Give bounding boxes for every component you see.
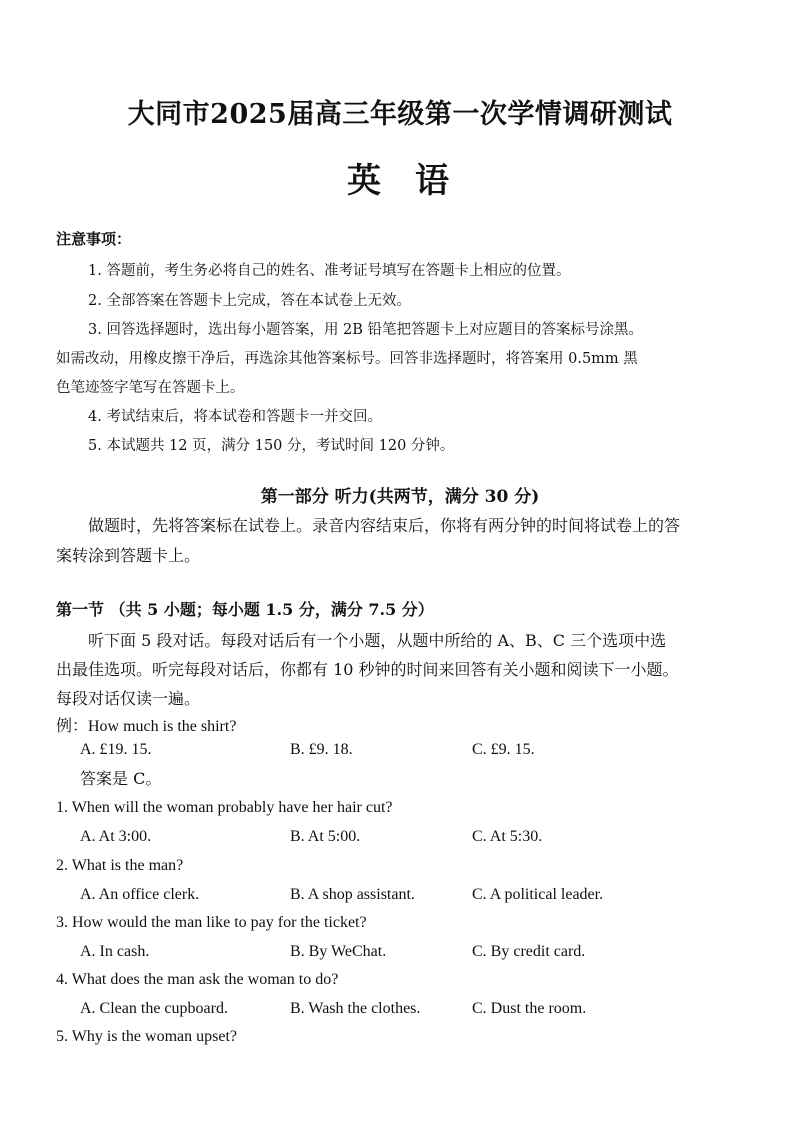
example-question: 例：How much is the shirt? bbox=[56, 718, 237, 735]
question-1-option-a: A. At 3:00. bbox=[80, 828, 152, 845]
question-5: 5. Why is the woman upset? bbox=[56, 1028, 238, 1045]
exam-title: 大同市2025届高三年级第一次学情调研测试 bbox=[127, 99, 673, 130]
question-3-option-b: B. By WeChat. bbox=[290, 943, 387, 960]
note-item: 3. 回答选择题时，选出每小题答案，用 2B 铅笔把答题卡上对应题目的答案标号涂黑。 bbox=[88, 322, 644, 338]
question-4-option-a: A. Clean the cupboard. bbox=[80, 1000, 228, 1017]
section1-heading: 第一节 （共 5 小题；每小题 1.5 分，满分 7.5 分） bbox=[56, 600, 434, 619]
notes-heading: 注意事项： bbox=[56, 230, 132, 248]
part1-intro: 案转涂到答题卡上。 bbox=[56, 546, 201, 565]
question-3: 3. How would the man like to pay for the ticket? bbox=[56, 914, 367, 931]
note-item: 5. 本试题共 12 页，满分 150 分，考试时间 120 分钟。 bbox=[88, 438, 455, 454]
question-3-option-a: A. In cash. bbox=[80, 943, 150, 960]
example-option-a: A. £19. 15. bbox=[80, 741, 152, 758]
question-2: 2. What is the man? bbox=[56, 857, 184, 874]
section1-intro: 每段对话仅读一遍。 bbox=[56, 689, 201, 708]
question-4-option-c: C. Dust the room. bbox=[472, 1000, 587, 1017]
note-item: 2. 全部答案在答题卡上完成，答在本试卷上无效。 bbox=[88, 293, 411, 309]
question-2-option-b: B. A shop assistant. bbox=[290, 886, 415, 903]
note-item: 色笔迹签字笔写在答题卡上。 bbox=[56, 380, 245, 396]
question-2-option-c: C. A political leader. bbox=[472, 886, 604, 903]
subject-title: 英语 bbox=[347, 161, 483, 201]
question-1: 1. When will the woman probably have her hair cut? bbox=[56, 799, 393, 816]
example-option-b: B. £9. 18. bbox=[290, 741, 353, 758]
note-item: 4. 考试结束后，将本试卷和答题卡一并交回。 bbox=[88, 409, 382, 425]
note-item: 如需改动，用橡皮擦干净后，再选涂其他答案标号。回答非选择题时，将答案用 0.5mm 黑 bbox=[56, 351, 638, 367]
question-1-option-b: B. At 5:00. bbox=[290, 828, 361, 845]
part1-intro: 做题时，先将答案标在试卷上。录音内容结束后，你将有两分钟的时间将试卷上的答 bbox=[88, 516, 681, 535]
question-1-option-c: C. At 5:30. bbox=[472, 828, 543, 845]
section1-intro: 出最佳选项。听完每段对话后，你都有 10 秒钟的时间来回答有关小题和阅读下一小题。 bbox=[56, 660, 679, 679]
part1-heading: 第一部分 听力(共两节，满分 30 分) bbox=[260, 487, 540, 507]
section1-intro: 听下面 5 段对话。每段对话后有一个小题，从题中所给的 A、B、C 三个选项中选 bbox=[88, 631, 667, 650]
example-option-c: C. £9. 15. bbox=[472, 741, 535, 758]
note-item: 1. 答题前，考生务必将自己的姓名、准考证号填写在答题卡上相应的位置。 bbox=[88, 263, 571, 279]
question-2-option-a: A. An office clerk. bbox=[80, 886, 200, 903]
question-4-option-b: B. Wash the clothes. bbox=[290, 1000, 421, 1017]
question-4: 4. What does the man ask the woman to do? bbox=[56, 971, 339, 988]
question-3-option-c: C. By credit card. bbox=[472, 943, 586, 960]
example-answer: 答案是 C。 bbox=[80, 769, 162, 788]
